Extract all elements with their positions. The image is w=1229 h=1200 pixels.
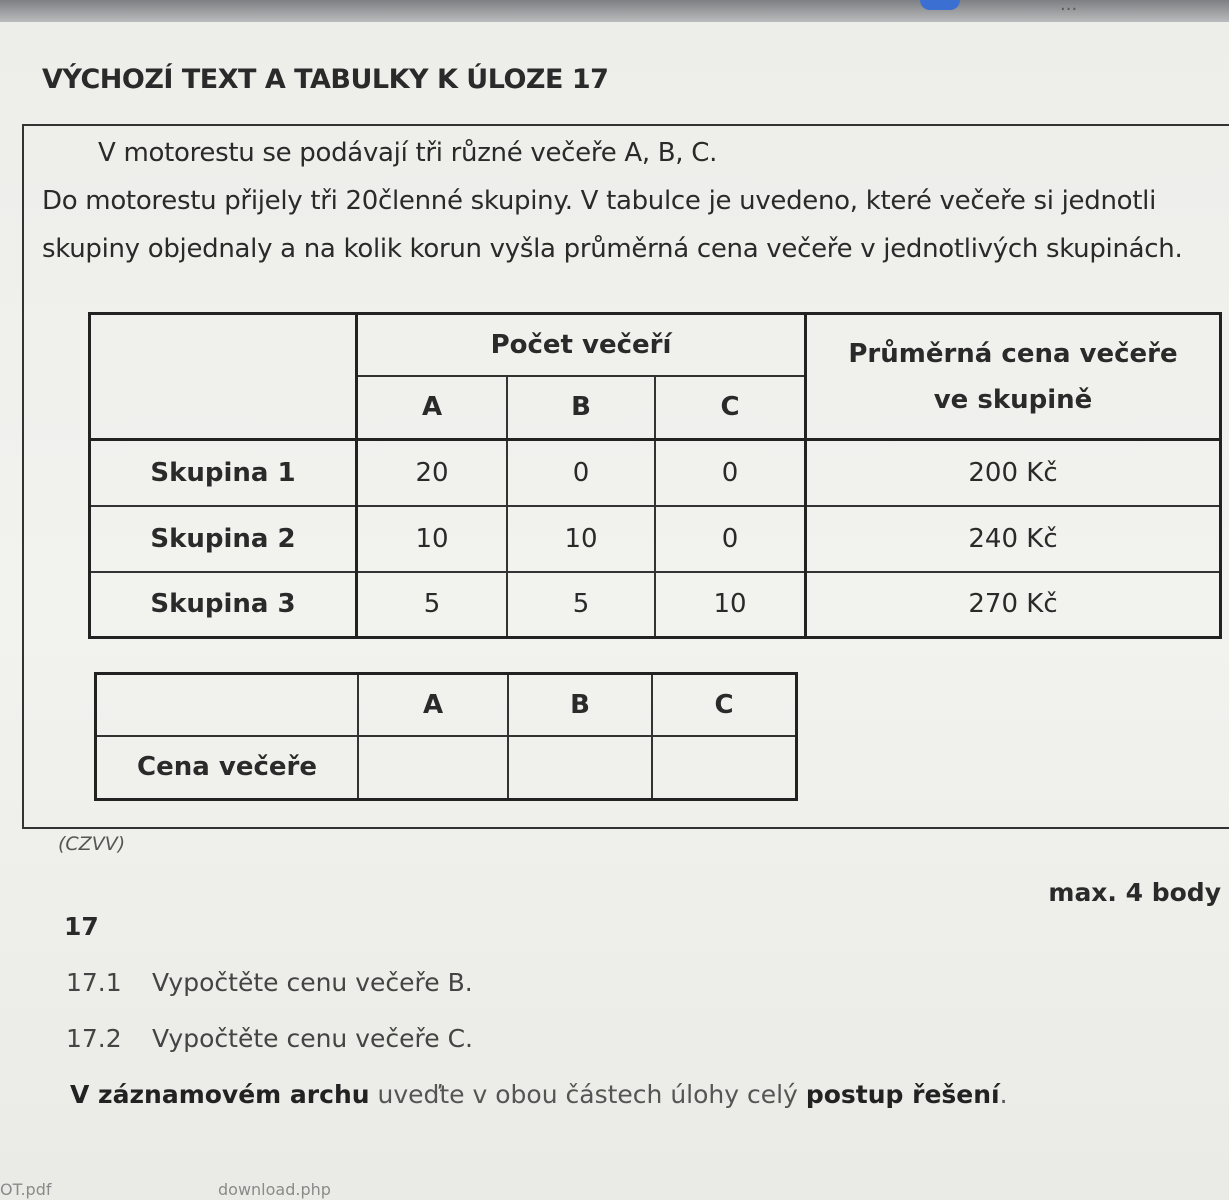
header-price-line-1: Průměrná cena večeře xyxy=(848,338,1178,369)
header-price-line-2: ve skupině xyxy=(933,384,1093,415)
col-header-b: B xyxy=(507,376,655,440)
cell-c: 0 xyxy=(655,440,806,506)
answer-cell-c xyxy=(652,736,797,800)
cell-c: 0 xyxy=(655,506,806,572)
cell-b: 5 xyxy=(507,572,655,638)
row-label: Skupina 2 xyxy=(90,506,357,572)
page-heading: VÝCHOZÍ TEXT A TABULKY K ÚLOZE 17 xyxy=(42,64,609,95)
question-text: Vypočtěte cenu večeře B. xyxy=(152,968,473,997)
taskbar-strip xyxy=(0,1180,331,1199)
cell-b: 10 xyxy=(507,506,655,572)
table-row xyxy=(90,506,1221,572)
question-number: 17.1 xyxy=(66,968,122,997)
intro-line-2: Do motorestu přijely tři 20členné skupiny. V tabulce je uvedeno, které večeře si jednotli xyxy=(42,186,1156,216)
browser-top-bar xyxy=(0,0,1229,22)
intro-line-1: V motorestu se podávají tři různé večeře A, B, C. xyxy=(98,138,718,168)
table-row xyxy=(90,572,1221,638)
row-label: Skupina 1 xyxy=(90,440,357,506)
table-row xyxy=(96,736,797,800)
intro-line-3: skupiny objednaly a na kolik korun vyšla průměrná cena večeře v jednotlivých skupinách. xyxy=(42,234,1183,264)
question-text: Vypočtěte cenu večeře C. xyxy=(152,1024,473,1053)
cell-a: 5 xyxy=(357,572,508,638)
question-item xyxy=(66,1024,473,1053)
cell-price: 270 Kč xyxy=(806,572,1221,638)
cell-a: 10 xyxy=(357,506,508,572)
circle-icon xyxy=(920,0,960,10)
cell-price: 240 Kč xyxy=(806,506,1221,572)
final-text-2: . xyxy=(999,1080,1008,1109)
answer-cell-b xyxy=(508,736,652,800)
empty-corner-cell xyxy=(96,674,359,736)
row-label: Skupina 3 xyxy=(90,572,357,638)
col-header-c: C xyxy=(655,376,806,440)
final-instruction xyxy=(70,1080,1008,1109)
col-header-a: A xyxy=(358,674,508,736)
final-bold-1: V záznamovém archu xyxy=(70,1080,370,1109)
header-group-cell: Počet večeří xyxy=(357,314,806,376)
cell-price: 200 Kč xyxy=(806,440,1221,506)
col-header-b: B xyxy=(508,674,652,736)
cell-b: 0 xyxy=(507,440,655,506)
cell-a: 20 xyxy=(357,440,508,506)
col-header-a: A xyxy=(357,376,508,440)
header-price-cell xyxy=(806,314,1221,440)
empty-corner-cell xyxy=(90,314,357,440)
answer-table xyxy=(94,672,798,801)
question-number: 17.2 xyxy=(66,1024,122,1053)
question-item xyxy=(66,968,473,997)
orders-table xyxy=(88,312,1222,639)
taskbar-item-download[interactable]: download.php xyxy=(218,1180,331,1199)
source-note: (CZVV) xyxy=(58,833,126,855)
taskbar-item-pdf[interactable]: OT.pdf xyxy=(0,1180,52,1199)
col-header-c: C xyxy=(652,674,797,736)
task-number: 17 xyxy=(64,912,99,941)
max-points: max. 4 body xyxy=(1048,878,1221,907)
final-text-1: uveďte v obou částech úlohy celý xyxy=(369,1080,806,1109)
table-row xyxy=(90,440,1221,506)
answer-cell-a xyxy=(358,736,508,800)
cell-c: 10 xyxy=(655,572,806,638)
top-bar-text: ... xyxy=(1060,0,1078,15)
final-bold-2: postup řešení xyxy=(805,1080,1000,1109)
row-label: Cena večeře xyxy=(96,736,359,800)
